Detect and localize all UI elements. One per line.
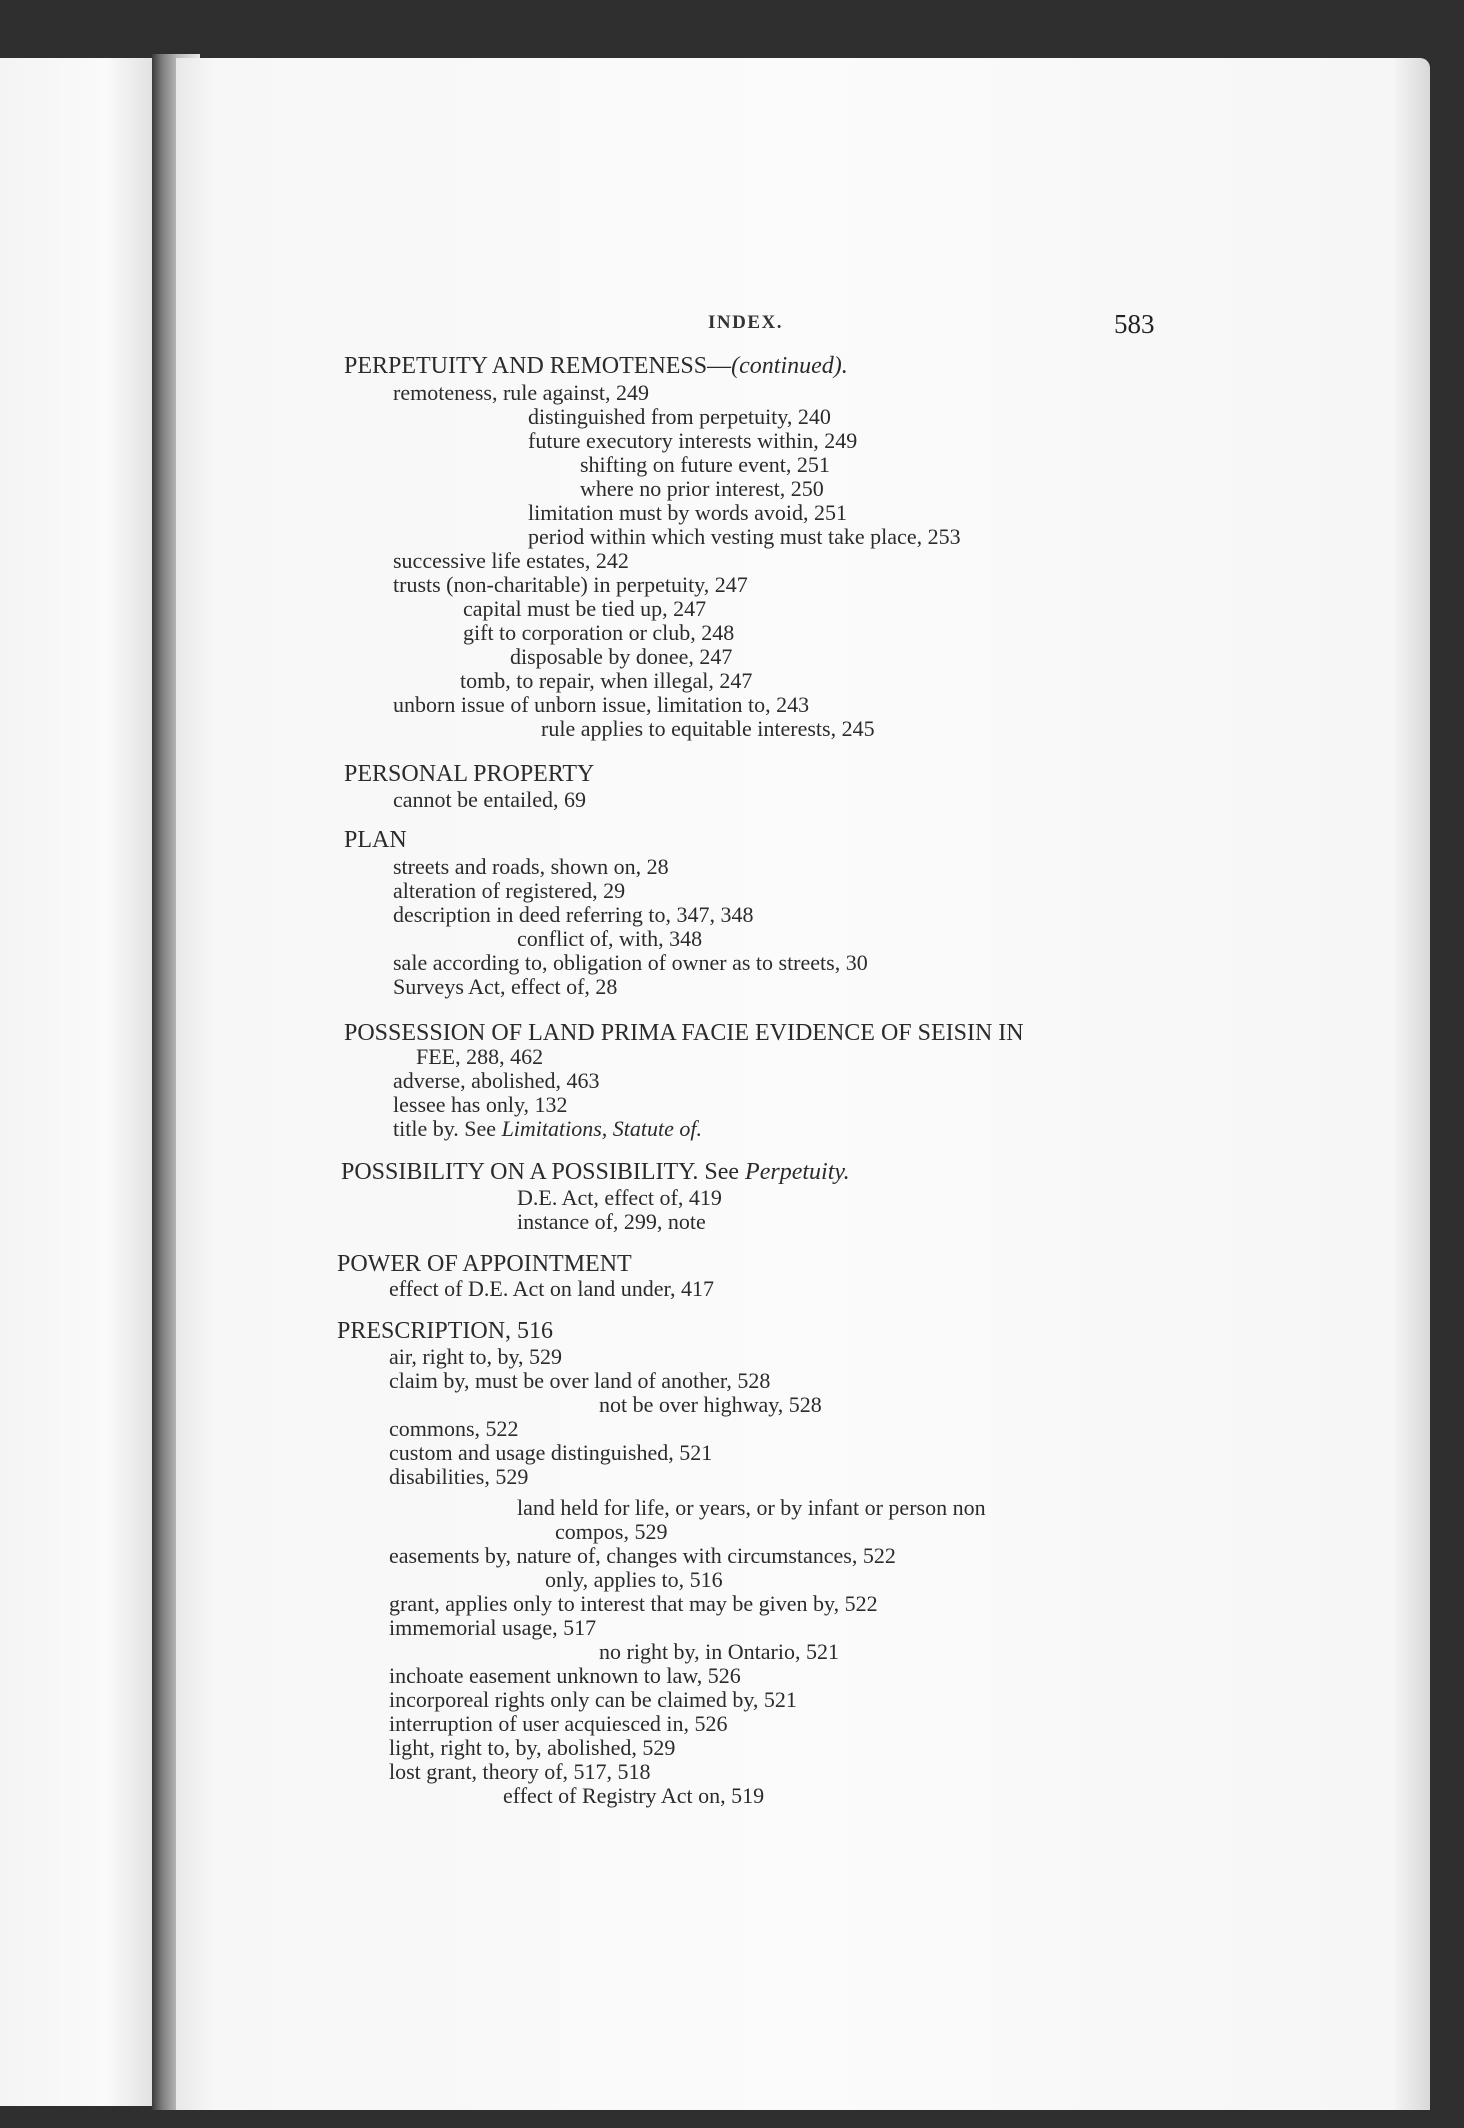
- index-entry: instance of, 299, note: [517, 1209, 706, 1234]
- index-entry: future executory interests within, 249: [528, 428, 858, 453]
- index-entry: description in deed referring to, 347, 348: [393, 902, 754, 927]
- index-entry: D.E. Act, effect of, 419: [517, 1185, 722, 1210]
- index-entry: commons, 522: [389, 1416, 519, 1441]
- index-heading-continuation: FEE, 288, 462: [416, 1044, 544, 1069]
- index-entry: grant, applies only to interest that may be given by, 522: [389, 1591, 878, 1616]
- index-entry: capital must be tied up, 247: [463, 596, 707, 621]
- index-entry: tomb, to repair, when illegal, 247: [460, 668, 753, 693]
- index-entry: effect of Registry Act on, 519: [503, 1783, 765, 1808]
- index-entry: interruption of user acquiesced in, 526: [389, 1711, 728, 1736]
- index-entry: streets and roads, shown on, 28: [393, 854, 669, 879]
- index-entry: adverse, abolished, 463: [393, 1068, 600, 1093]
- index-heading: POSSESSION OF LAND PRIMA FACIE EVIDENCE OF SEISIN IN: [344, 1020, 1024, 1046]
- index-entry: land held for life, or years, or by infant or person non: [517, 1495, 986, 1520]
- index-entry: no right by, in Ontario, 521: [599, 1639, 839, 1664]
- index-heading: POSSIBILITY ON A POSSIBILITY. See Perpetuity.: [341, 1159, 850, 1185]
- index-entry: lost grant, theory of, 517, 518: [389, 1759, 651, 1784]
- index-entry: effect of D.E. Act on land under, 417: [389, 1276, 714, 1301]
- index-entry: claim by, must be over land of another, 528: [389, 1368, 771, 1393]
- index-entry: title by. See Limitations, Statute of.: [393, 1116, 703, 1141]
- index-entry: compos, 529: [555, 1519, 668, 1544]
- index-entry: disabilities, 529: [389, 1464, 529, 1489]
- page-number: 583: [1114, 309, 1155, 339]
- index-entry: rule applies to equitable interests, 245: [541, 716, 875, 741]
- index-entry: shifting on future event, 251: [580, 452, 830, 477]
- index-entry: period within which vesting must take place, 253: [528, 524, 961, 549]
- index-entry: trusts (non-charitable) in perpetuity, 247: [393, 572, 748, 597]
- index-entry: sale according to, obligation of owner as to streets, 30: [393, 950, 868, 975]
- index-heading: PERSONAL PROPERTY: [344, 761, 595, 787]
- index-entry: limitation must by words avoid, 251: [528, 500, 847, 525]
- index-heading: PRESCRIPTION, 516: [337, 1318, 554, 1344]
- index-heading: POWER OF APPOINTMENT: [337, 1251, 632, 1277]
- index-entry: easements by, nature of, changes with circumstances, 522: [389, 1543, 896, 1568]
- index-entry: incorporeal rights only can be claimed by, 521: [389, 1687, 797, 1712]
- index-entry: inchoate easement unknown to law, 526: [389, 1663, 741, 1688]
- index-entry: light, right to, by, abolished, 529: [389, 1735, 676, 1760]
- index-entry: remoteness, rule against, 249: [393, 380, 649, 405]
- index-heading: PLAN: [344, 827, 407, 853]
- index-entry: alteration of registered, 29: [393, 878, 626, 903]
- index-entry: not be over highway, 528: [599, 1392, 822, 1417]
- index-entry: immemorial usage, 517: [389, 1615, 597, 1640]
- index-entry: successive life estates, 242: [393, 548, 629, 573]
- index-entry: cannot be entailed, 69: [393, 787, 587, 812]
- index-entry: disposable by donee, 247: [510, 644, 733, 669]
- index-entry: where no prior interest, 250: [580, 476, 824, 501]
- index-entry: lessee has only, 132: [393, 1092, 568, 1117]
- index-entry: unborn issue of unborn issue, limitation to, 243: [393, 692, 810, 717]
- index-entry: conflict of, with, 348: [517, 926, 703, 951]
- index-entry: custom and usage distinguished, 521: [389, 1440, 713, 1465]
- index-entry: Surveys Act, effect of, 28: [393, 974, 618, 999]
- index-entry: distinguished from perpetuity, 240: [528, 404, 831, 429]
- index-heading: PERPETUITY AND REMOTENESS—(continued).: [344, 353, 848, 379]
- index-entry: only, applies to, 516: [545, 1567, 723, 1592]
- index-entry: gift to corporation or club, 248: [463, 620, 735, 645]
- running-head: INDEX.: [708, 312, 783, 333]
- index-entry: air, right to, by, 529: [389, 1344, 563, 1369]
